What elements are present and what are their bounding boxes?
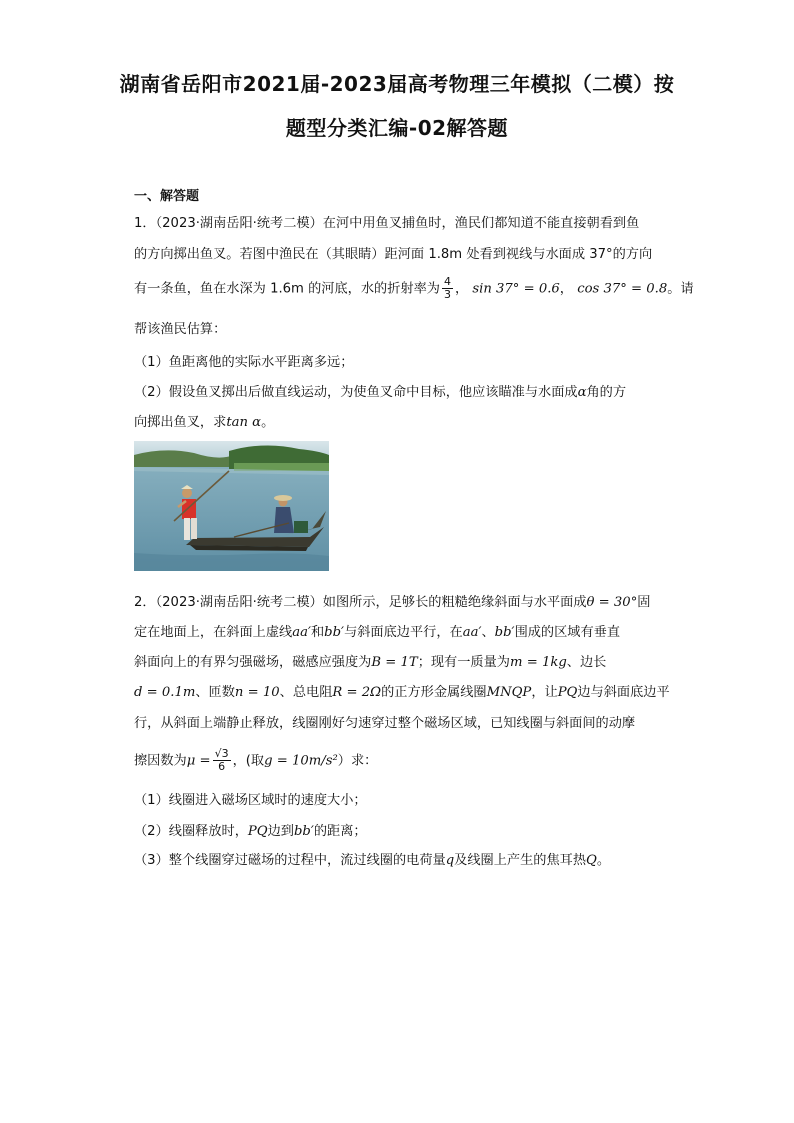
q1-line-4: 帮该渔民估算： [134,322,227,337]
fisherman-boat-illustration [134,441,329,571]
q2-line-4: d = 0.1m、匝数n = 10、总电阻R = 2Ω的正方形金属线圈MNQP，让PQ边与斜面底边平 [134,685,670,700]
document-title-line1: 湖南省岳阳市2021届-2023届高考物理三年模拟（二模）按 [119,72,675,96]
q1-part-2-cont: 向掷出鱼叉，求tan α。 [134,415,275,430]
document-title-line2: 题型分类汇编-02解答题 [285,116,509,140]
q1-line-1: 1．（2023·湖南岳阳·统考二模）在河中用鱼叉捕鱼时，渔民们都知道不能直接朝看到鱼 [134,216,640,231]
q2-part-2: （2）线圈释放时，PQ边到bb′的距离； [134,824,367,839]
q1-line-3: 有一条鱼，鱼在水深为 1.6m 的河底，水的折射率为 $\frac{4}{3}$ ， sin 37° = 0.6， cos 37° = 0.8。请 [134,275,694,301]
q2-line-2: 定在地面上，在斜面上虚线aa′和bb′与斜面底边平行，在aa′、bb′围成的区域有垂直 [134,625,621,640]
q2-line-6: 擦因数为μ = $\frac{√3}{6}$ ，(取g = 10m/s²）求： [134,747,378,773]
refractive-index-fraction: $\frac{4}{3}$ [443,275,451,301]
q1-line-2: 的方向掷出鱼叉。若图中渔民在（其眼睛）距河面 1.8m 处看到视线与水面成 37°的方向 [134,247,653,262]
section-heading: 一、解答题 [134,189,200,204]
q2-line-3: 斜面向上的有界匀强磁场，磁感应强度为B = 1T；现有一质量为m = 1kg、边长 [134,655,607,670]
fisherman-photo [134,441,329,571]
q2-line-1: 2．（2023·湖南岳阳·统考二模）如图所示，足够长的粗糙绝缘斜面与水平面成θ = 30°固 [134,595,651,610]
friction-coefficient-fraction: $\frac{√3}{6}$ [214,747,229,773]
q2-part-1: （1）线圈进入磁场区域时的速度大小； [134,793,367,808]
q2-line-5: 行，从斜面上端静止释放，线圈刚好匀速穿过整个磁场区域，已知线圈与斜面间的动摩 [134,716,636,731]
q1-part-2: （2）假设鱼叉掷出后做直线运动，为使鱼叉命中目标，他应该瞄准与水面成α角的方 [134,385,627,400]
q1-part-1: （1）鱼距离他的实际水平距离多远； [134,355,354,370]
q2-part-3: （3）整个线圈穿过磁场的过程中，流过线圈的电荷量q及线圈上产生的焦耳热Q。 [134,853,611,868]
